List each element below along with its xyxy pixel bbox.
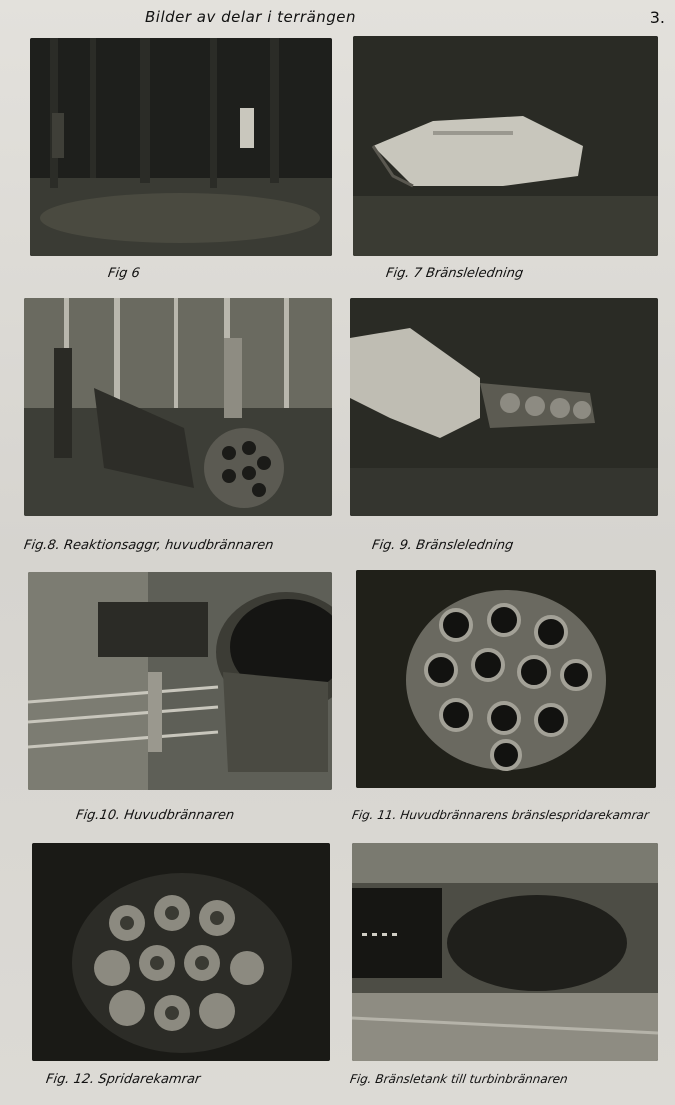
caption-fig-11: Fig. 11. Huvudbrännarens bränslespridarekamrar [351, 808, 650, 822]
caption-fig-8: Fig.8. Reaktionsaggr, huvudbrännaren [22, 538, 275, 553]
caption-fig-tank: Fig. Bränsletank till turbinbrännaren [349, 1072, 569, 1086]
photo-fig-11 [356, 570, 656, 788]
photo-fig-8 [24, 298, 332, 516]
photo-fig-12 [32, 843, 330, 1061]
page-number: 3. [649, 8, 665, 27]
photo-fig-6 [30, 38, 332, 256]
photo-fig-7 [353, 36, 658, 256]
caption-fig-7: Fig. 7 Bränsleledning [384, 266, 525, 281]
caption-fig-12: Fig. 12. Spridarekamrar [44, 1072, 202, 1087]
caption-fig-6: Fig 6 [106, 266, 141, 281]
photo-fig-9 [350, 298, 658, 516]
caption-fig-10: Fig.10. Huvudbrännaren [74, 808, 236, 823]
photo-fig-tank [352, 843, 658, 1061]
caption-fig-9: Fig. 9. Bränsleledning [370, 538, 515, 553]
photo-fig-10 [28, 572, 332, 790]
page-heading: Bilder av delar i terrängen [145, 8, 357, 26]
